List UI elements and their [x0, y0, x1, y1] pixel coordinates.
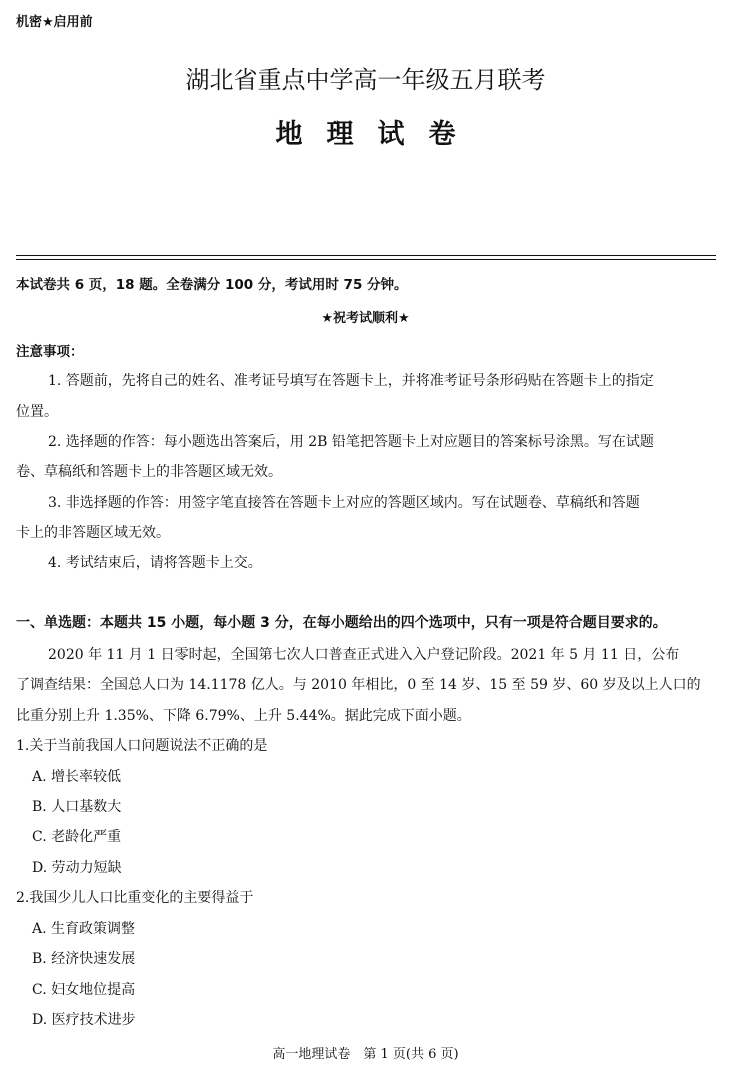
option-a: A. 增长率较低	[32, 769, 122, 785]
option-d: D. 医疗技术进步	[32, 1012, 136, 1028]
section-heading: 一、单选题：本题共 15 小题，每小题 3 分，在每小题给出的四个选项中，只有一项是符合题目要求的。	[16, 615, 667, 631]
notice-line: 卷、草稿纸和答题卡上的非答题区域无效。	[16, 464, 282, 480]
exam-title: 湖北省重点中学高一年级五月联考	[185, 66, 546, 94]
header-divider-thick	[16, 255, 716, 256]
question-stem: 2.我国少儿人口比重变化的主要得益于	[16, 890, 254, 906]
option-c: C. 老龄化严重	[32, 829, 122, 845]
page-footer: 高一地理试卷 第 1 页(共 6 页)	[272, 1047, 459, 1062]
notice-heading: 注意事项：	[16, 344, 84, 360]
option-b: B. 经济快速发展	[32, 951, 136, 967]
subject-title: 地理试卷	[275, 119, 480, 150]
notice-line: 3. 非选择题的作答：用签字笔直接答在答题卡上对应的答题区域内。写在试题卷、草稿纸和答题	[48, 495, 640, 511]
notice-line: 4. 考试结束后，请将答题卡上交。	[48, 555, 262, 571]
option-c: C. 妇女地位提高	[32, 982, 136, 998]
passage-line: 比重分别上升 1.35%、下降 6.79%、上升 5.44%。据此完成下面小题。	[16, 708, 471, 724]
confidential-mark: 机密★启用前	[16, 15, 93, 30]
notice-line: 卡上的非答题区域无效。	[16, 525, 170, 541]
passage-line: 2020 年 11 月 1 日零时起，全国第七次人口普查正式进入入户登记阶段。2021 年 5 月 11 日，公布	[48, 647, 680, 663]
option-a: A. 生育政策调整	[32, 921, 136, 937]
notice-line: 位置。	[16, 404, 58, 420]
exam-info: 本试卷共 6 页，18 题。全卷满分 100 分，考试用时 75 分钟。	[16, 277, 408, 293]
option-b: B. 人口基数大	[32, 799, 122, 815]
notice-line: 1. 答题前，先将自己的姓名、准考证号填写在答题卡上，并将准考证号条形码贴在答题卡上的指定	[48, 373, 654, 389]
option-d: D. 劳动力短缺	[32, 860, 122, 876]
header-divider-thin	[16, 259, 716, 260]
question-stem: 1.关于当前我国人口问题说法不正确的是	[16, 738, 268, 754]
passage-line: 了调查结果：全国总人口为 14.1178 亿人。与 2010 年相比，0 至 14 岁、15 至 59 岁、60 岁及以上人口的	[16, 677, 701, 693]
good-luck-banner: ★祝考试顺利★	[321, 311, 410, 326]
notice-line: 2. 选择题的作答：每小题选出答案后，用 2B 铅笔把答题卡上对应题目的答案标号涂黑。写在试题	[48, 434, 654, 450]
